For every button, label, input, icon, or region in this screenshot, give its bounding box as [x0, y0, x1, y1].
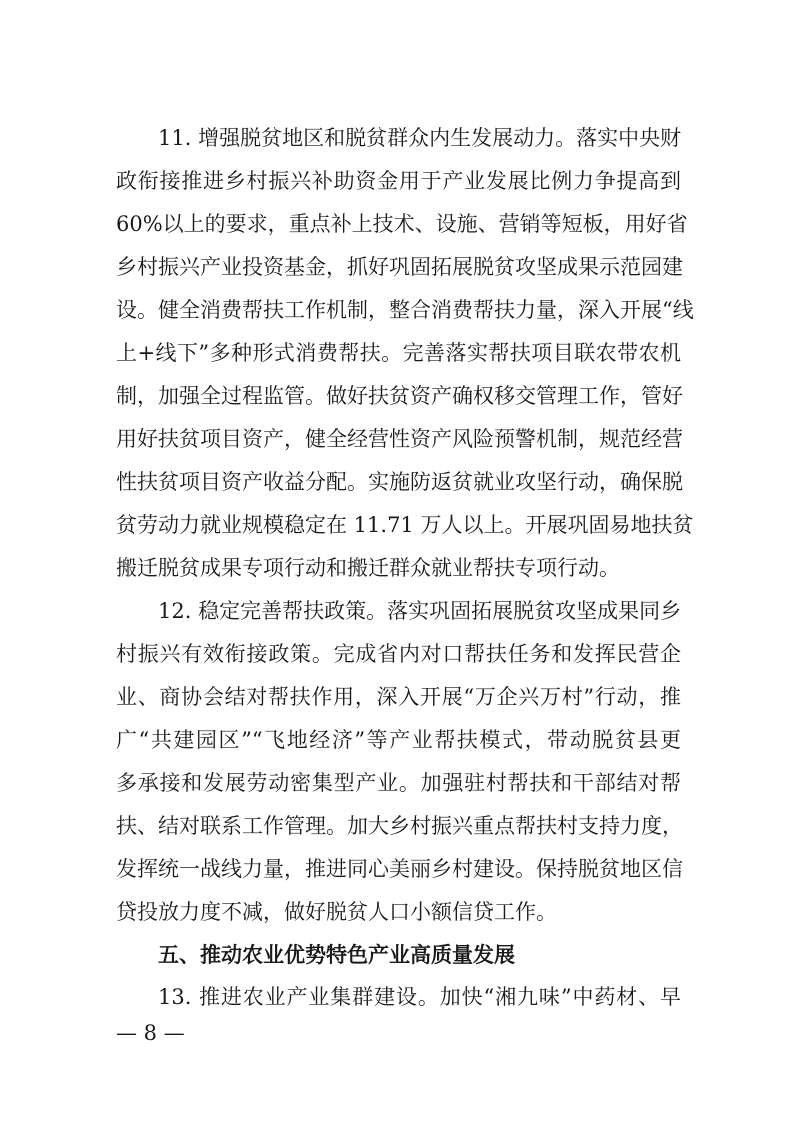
section-heading: 五、推动农业优势特色产业高质量发展 — [158, 943, 515, 967]
paragraph-line: 贷投放力度不减，做好脱贫人口小额信贷工作。 — [116, 900, 557, 924]
page-number: — 8 — — [116, 1021, 185, 1045]
paragraph-line: 性扶贫项目资产收益分配。实施防返贫就业攻坚行动，确保脱 — [116, 470, 683, 494]
paragraph-line: 村振兴有效衔接政策。完成省内对口帮扶任务和发挥民营企 — [116, 642, 681, 666]
paragraph-line: 11. 增强脱贫地区和脱贫群众内生发展动力。落实中央财 — [158, 126, 682, 150]
paragraph-line: 设。健全消费帮扶工作机制，整合消费帮扶力量，深入开展“线 — [116, 298, 694, 322]
paragraph-line: 业、商协会结对帮扶作用，深入开展“万企兴万村”行动，推 — [116, 685, 681, 709]
paragraph-line: 发挥统一战线力量，推进同心美丽乡村建设。保持脱贫地区信 — [116, 857, 683, 881]
paragraph-line: 12. 稳定完善帮扶政策。落实巩固拓展脱贫攻坚成果同乡 — [158, 599, 682, 623]
paragraph-line: 政衔接推进乡村振兴补助资金用于产业发展比例力争提高到 — [116, 169, 681, 193]
paragraph-line: 搬迁脱贫成果专项行动和搬迁群众就业帮扶专项行动。 — [116, 556, 620, 580]
paragraph-line: 用好扶贫项目资产，健全经营性资产风险预警机制，规范经营 — [116, 427, 683, 451]
paragraph-line: 乡村振兴产业投资基金，抓好巩固拓展脱贫攻坚成果示范园建 — [116, 255, 683, 279]
paragraph-line: 多承接和发展劳动密集型产业。加强驻村帮扶和干部结对帮 — [116, 771, 681, 795]
paragraph-line: 贫劳动力就业规模稳定在 11.71 万人以上。开展巩固易地扶贫 — [116, 513, 694, 537]
paragraph-line: 广“共建园区”“飞地经济”等产业帮扶模式，带动脱贫县更 — [116, 728, 681, 752]
paragraph-line: 制，加强全过程监管。做好扶贫资产确权移交管理工作，管好 — [116, 384, 683, 408]
paragraph-line: 60%以上的要求，重点补上技术、设施、营销等短板，用好省 — [116, 212, 688, 236]
paragraph-line: 13. 推进农业产业集群建设。加快“湘九味”中药材、早 — [158, 985, 681, 1009]
paragraph-line: 上+线下”多种形式消费帮扶。完善落实帮扶项目联农带农机 — [116, 341, 681, 365]
paragraph-line: 扶、结对联系工作管理。加大乡村振兴重点帮扶村支持力度， — [116, 814, 683, 838]
